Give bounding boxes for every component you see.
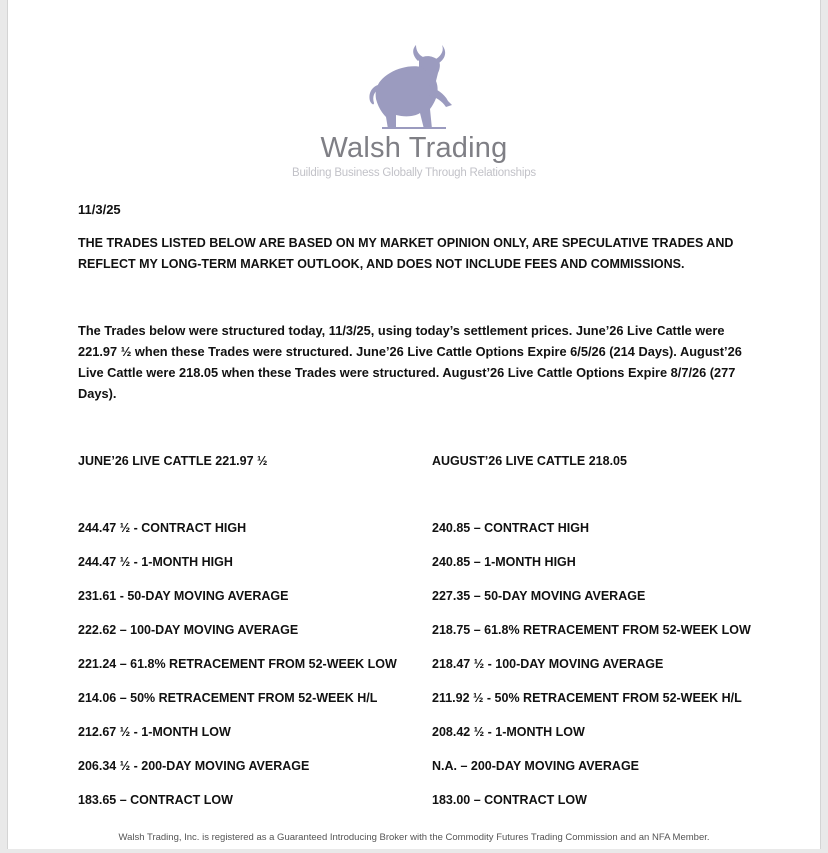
august-heading: AUGUST’26 LIVE CATTLE 218.05 (432, 454, 627, 468)
logo (8, 45, 820, 129)
document-page (7, 0, 821, 849)
august-level: 227.35 – 50-DAY MOVING AVERAGE (432, 589, 646, 603)
august-levels-list (432, 519, 751, 825)
june-level: 214.06 – 50% RETRACEMENT FROM 52-WEEK H/L (78, 691, 378, 705)
brand-name: Walsh Trading (320, 132, 508, 164)
june-level: 231.61 - 50-DAY MOVING AVERAGE (78, 589, 289, 603)
june-level: 244.47 ½ - 1-MONTH HIGH (78, 555, 233, 569)
june-level: 222.62 – 100-DAY MOVING AVERAGE (78, 623, 299, 637)
june-level: 244.47 ½ - CONTRACT HIGH (78, 521, 247, 535)
june-level: 221.24 – 61.8% RETRACEMENT FROM 52-WEEK LOW (78, 657, 397, 671)
june-levels-list (78, 519, 397, 825)
june-level: 212.67 ½ - 1-MONTH LOW (78, 725, 231, 739)
june-heading: JUNE’26 LIVE CATTLE 221.97 ½ (78, 454, 268, 468)
august-level: 240.85 – CONTRACT HIGH (432, 521, 589, 535)
brand-tagline: Building Business Globally Through Relationships (292, 167, 536, 179)
document-date: 11/3/25 (78, 202, 121, 217)
august-level: 211.92 ½ - 50% RETRACEMENT FROM 52-WEEK H/L (432, 691, 742, 705)
august-level: 208.42 ½ - 1-MONTH LOW (432, 725, 585, 739)
bull-icon (366, 45, 462, 129)
august-level: 240.85 – 1-MONTH HIGH (432, 555, 576, 569)
august-level: 218.47 ½ - 100-DAY MOVING AVERAGE (432, 657, 664, 671)
august-level: 218.75 – 61.8% RETRACEMENT FROM 52-WEEK LOW (432, 623, 751, 637)
regulatory-footer: Walsh Trading, Inc. is registered as a Guaranteed Introducing Broker with the Commodity Futures Trading Commission and an NFA Member. (118, 832, 710, 843)
intro-paragraph: The Trades below were structured today, 11/3/25, using today’s settlement prices. June’26 Live Cattle were 221.97 ½ when these Trades were structured. June’26 Live Cattle Options Expire 6/5/26 (214 Days). August’26 Live Cattle were 218.05 when these Trades were structured. August’26 Live Cattle Options Expire 8/7/26 (277 Days). (78, 323, 742, 401)
june-level: 206.34 ½ - 200-DAY MOVING AVERAGE (78, 759, 310, 773)
june-level: 183.65 – CONTRACT LOW (78, 793, 233, 807)
august-level: 183.00 – CONTRACT LOW (432, 793, 587, 807)
august-level: N.A. – 200-DAY MOVING AVERAGE (432, 759, 640, 773)
disclaimer-text: THE TRADES LISTED BELOW ARE BASED ON MY MARKET OPINION ONLY, ARE SPECULATIVE TRADES AND REFLECT MY LONG-TERM MARKET OUTLOOK, AND DOES NOT INCLUDE FEES AND COMMISSIONS. (78, 236, 734, 271)
